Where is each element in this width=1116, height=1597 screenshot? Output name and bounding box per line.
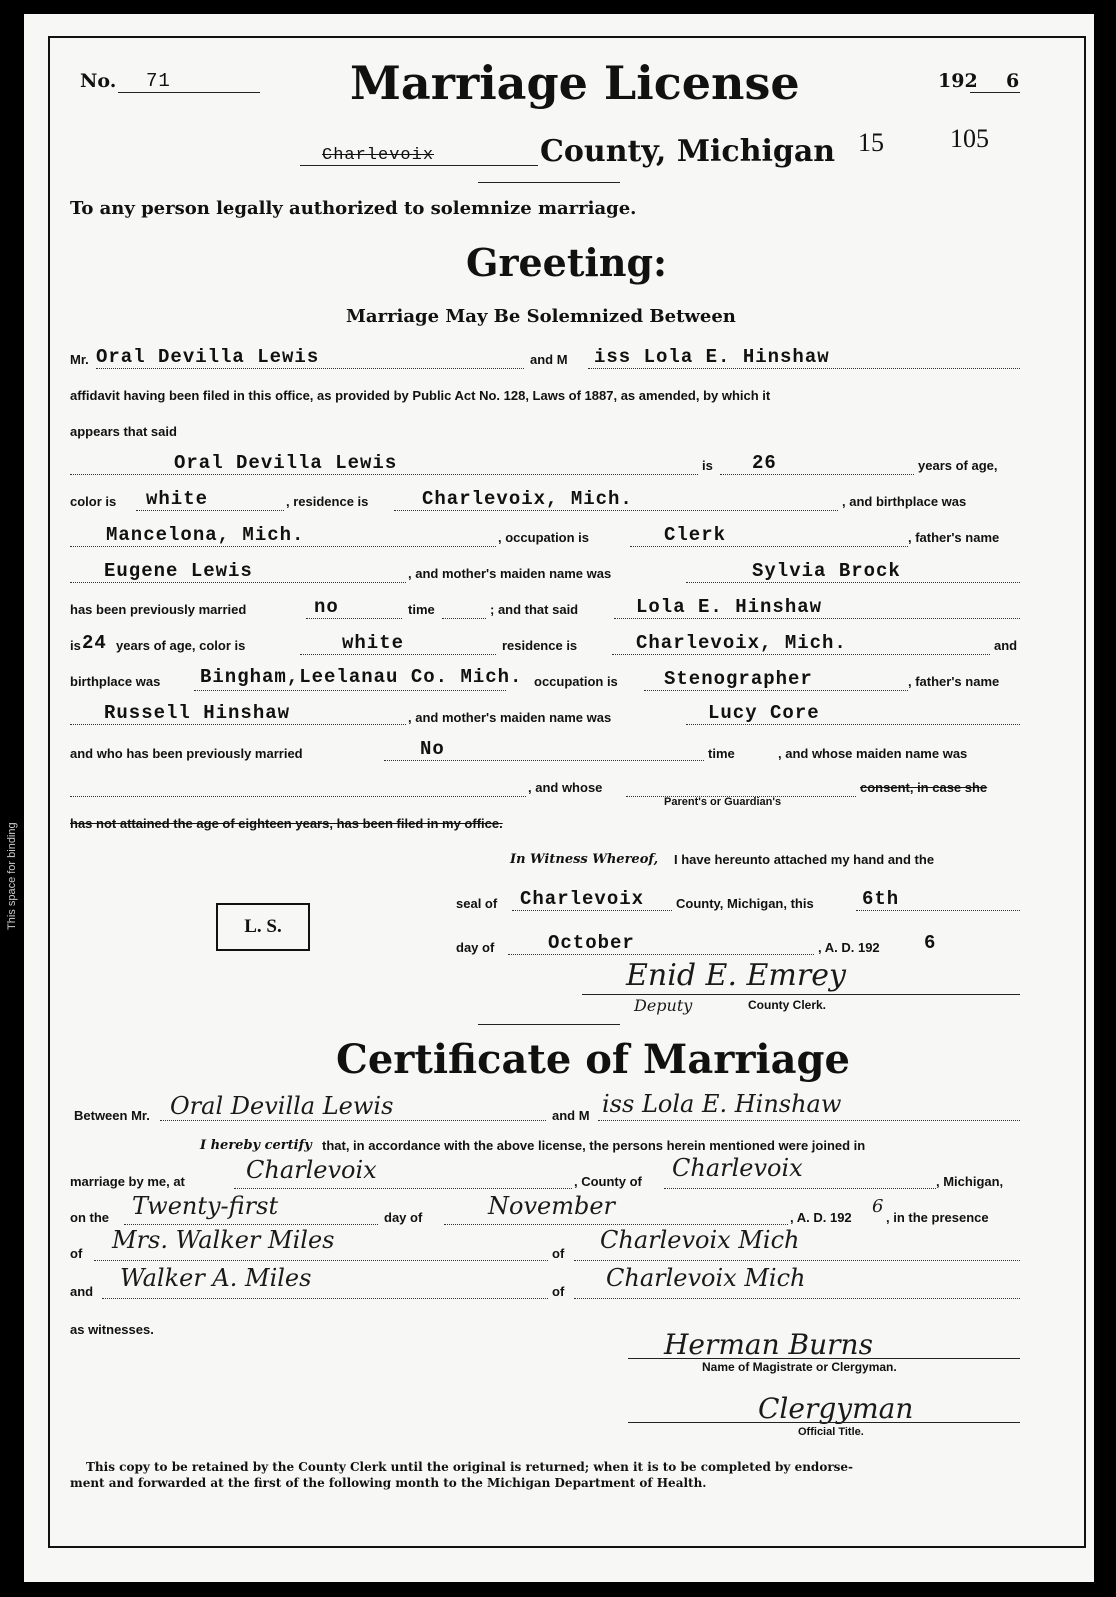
- bride-name-repeat: Lola E. Hinshaw: [636, 596, 823, 618]
- file-number-1: 15: [858, 128, 884, 157]
- whose-maiden-label: , and whose maiden name was: [778, 746, 968, 761]
- official-title-label: Official Title.: [798, 1426, 864, 1438]
- seal-county-line: [512, 910, 672, 911]
- ad-label-2: , A. D. 192: [790, 1210, 852, 1225]
- parents-guardians-label: Parent's or Guardian's: [664, 796, 782, 808]
- of-label-2: of: [552, 1246, 565, 1261]
- fathers-name-label-2: , father's name: [908, 674, 1000, 689]
- intro-line: To any person legally authorized to solemnize marriage.: [70, 198, 637, 219]
- county-name: Charlevoix: [322, 146, 435, 165]
- mr-label: Mr.: [70, 352, 89, 367]
- section-rule: [478, 1024, 620, 1025]
- marriage-county-line: [664, 1188, 936, 1189]
- officiant-label: Name of Magistrate or Clergyman.: [702, 1360, 897, 1374]
- bride-color: white: [342, 632, 405, 654]
- birthplace-was-label: birthplace was: [70, 674, 161, 689]
- birthplace-label: , and birthplace was: [842, 494, 967, 509]
- groom-repeat-line: [70, 474, 698, 475]
- affidavit-text: affidavit having been filed in this office, as provided by Public Act No. 128, Laws of 1887, as amended, by which it: [70, 388, 771, 403]
- residence-label-2: residence is: [502, 638, 578, 653]
- witness-2-place: Charlevoix Mich: [606, 1264, 806, 1292]
- license-title: Marriage License: [350, 56, 800, 110]
- groom-age: 26: [752, 452, 777, 474]
- and-m-label-2: and M: [552, 1108, 590, 1123]
- bride-age: 24: [82, 632, 107, 654]
- marriage-month-line: [444, 1224, 788, 1225]
- groom-prev-married: no: [314, 596, 339, 618]
- years-of-age: years of age,: [918, 458, 998, 473]
- marriage-year-digit: 6: [872, 1196, 884, 1217]
- bride-name-line: [588, 368, 1020, 369]
- witness-2-place-line: [574, 1298, 1020, 1299]
- consent-text: consent, in case she: [860, 780, 988, 795]
- marriage-place: Charlevoix: [246, 1156, 377, 1184]
- marriage-by-me-label: marriage by me, at: [70, 1174, 185, 1189]
- maiden-name-line: [70, 796, 526, 797]
- bride-father-line: [70, 724, 406, 725]
- seal-of-label: seal of: [456, 896, 498, 911]
- county-michigan-this-label: County, Michigan, this: [676, 896, 814, 911]
- witness-2-line: [102, 1298, 548, 1299]
- groom-name-line: [96, 368, 524, 369]
- appears-text: appears that said: [70, 424, 177, 439]
- michigan-label: , Michigan,: [936, 1174, 1004, 1189]
- groom-birthplace-line: [70, 546, 496, 547]
- fathers-name-label: , father's name: [908, 530, 1000, 545]
- official-title-handwritten: Clergyman: [758, 1392, 914, 1425]
- marriage-place-line: [234, 1188, 572, 1189]
- footer-note-line-1: This copy to be retained by the County Clerk until the original is returned; when it is to be completed by endorse-: [86, 1460, 854, 1474]
- groom-father-line: [70, 582, 406, 583]
- and-label: and: [994, 638, 1018, 653]
- year-prefix: 192: [938, 70, 978, 92]
- bride-father: Russell Hinshaw: [104, 702, 291, 724]
- greeting-heading: Greeting:: [466, 240, 668, 285]
- witness-2-name: Walker A. Miles: [120, 1264, 312, 1292]
- groom-father: Eugene Lewis: [104, 560, 253, 582]
- occupation-label-2: occupation is: [534, 674, 618, 689]
- is-label: is: [702, 458, 713, 473]
- year-line: [970, 92, 1020, 93]
- in-presence-label: , in the presence: [886, 1210, 989, 1225]
- deputy-handwritten: Deputy: [634, 996, 693, 1015]
- eighteen-years-text: has not attained the age of eighteen years, has been filed in my office.: [70, 816, 503, 831]
- mothers-maiden-label: , and mother's maiden name was: [408, 566, 612, 581]
- bride-residence: Charlevoix, Mich.: [636, 632, 847, 654]
- groom-age-line: [720, 474, 914, 475]
- bride-birthplace: Bingham,Leelanau Co. Mich.: [200, 666, 523, 688]
- time-label: time: [408, 602, 435, 617]
- marriage-day: Twenty-first: [132, 1192, 279, 1220]
- year-suffix: 6: [1006, 70, 1020, 92]
- certify-prefix: I hereby certify: [200, 1138, 312, 1153]
- clerk-signature-line: [582, 994, 1020, 995]
- mothers-maiden-label-2: , and mother's maiden name was: [408, 710, 612, 725]
- witness-1-name: Mrs. Walker Miles: [112, 1226, 335, 1254]
- groom-mother: Sylvia Brock: [752, 560, 901, 582]
- officiant-signature: Herman Burns: [664, 1328, 873, 1361]
- occupation-label: , occupation is: [498, 530, 590, 545]
- marriage-month: November: [488, 1192, 616, 1220]
- license-day: 6th: [862, 888, 900, 910]
- bride-mother: Lucy Core: [708, 702, 820, 724]
- of-label: of: [70, 1246, 83, 1261]
- county-of-label: , County of: [574, 1174, 642, 1189]
- bride-prev-line: [384, 760, 704, 761]
- groom-birthplace: Mancelona, Mich.: [106, 524, 305, 546]
- binding-margin-note: This space for binding: [6, 822, 18, 930]
- clerk-signature: Enid E. Emrey: [626, 958, 846, 993]
- groom-prev-line: [306, 618, 402, 619]
- groom-mother-line: [686, 582, 1020, 583]
- groom-occupation-line: [630, 546, 908, 547]
- years-color-label: years of age, color is: [116, 638, 246, 653]
- county-label: County, Michigan: [540, 134, 836, 169]
- witness-1-line: [94, 1260, 548, 1261]
- license-month: October: [548, 932, 635, 954]
- time-line: [442, 618, 486, 619]
- bride-residence-line: [612, 654, 990, 655]
- license-number: 71: [146, 70, 171, 92]
- county-line: [300, 165, 538, 166]
- seal-box: L. S.: [216, 903, 310, 951]
- witness-text: I have hereunto attached my hand and the: [674, 852, 935, 867]
- bride-occupation: Stenographer: [664, 668, 813, 690]
- license-number-label: No.: [80, 70, 117, 92]
- witness-1-place-line: [574, 1260, 1020, 1261]
- between-mr-label: Between Mr.: [74, 1108, 150, 1123]
- groom-name-repeat: Oral Devilla Lewis: [174, 452, 398, 474]
- color-is-label: color is: [70, 494, 117, 509]
- of-label-3: of: [552, 1284, 565, 1299]
- time-label-2: time: [708, 746, 735, 761]
- bride-prev-married: No: [420, 738, 445, 760]
- as-witnesses-label: as witnesses.: [70, 1322, 154, 1337]
- groom-hand-line: [160, 1120, 546, 1121]
- bride-handwritten: iss Lola E. Hinshaw: [602, 1090, 842, 1118]
- prev-married-label: has been previously married: [70, 602, 247, 617]
- bride-name: iss Lola E. Hinshaw: [594, 346, 830, 368]
- license-month-line: [508, 954, 814, 955]
- certify-text: that, in accordance with the above license, the persons herein mentioned were joined in: [322, 1138, 866, 1153]
- license-day-line: [856, 910, 1020, 911]
- bride-repeat-line: [614, 618, 1020, 619]
- bride-hand-line: [598, 1120, 1020, 1121]
- bride-occupation-line: [644, 690, 908, 691]
- seal-county: Charlevoix: [520, 888, 645, 910]
- witness-whereof-label: In Witness Whereof,: [510, 852, 659, 867]
- groom-residence-line: [394, 510, 838, 511]
- is-short-label: is: [70, 638, 81, 653]
- ad-label: , A. D. 192: [818, 940, 880, 955]
- header-rule: [478, 182, 620, 183]
- bride-birthplace-line: [194, 690, 506, 691]
- marriage-day-line: [124, 1224, 378, 1225]
- bride-mother-line: [686, 724, 1020, 725]
- and-m-label: and M: [530, 352, 568, 367]
- groom-handwritten: Oral Devilla Lewis: [170, 1092, 394, 1120]
- on-the-label: on the: [70, 1210, 109, 1225]
- who-prev-married-label: and who has been previously married: [70, 746, 303, 761]
- residence-label: , residence is: [286, 494, 369, 509]
- footer-note-line-2: ment and forwarded at the first of the following month to the Michigan Department of Health.: [70, 1476, 707, 1490]
- officiant-line: [628, 1358, 1020, 1359]
- groom-residence: Charlevoix, Mich.: [422, 488, 633, 510]
- and-that-said: ; and that said: [490, 602, 579, 617]
- license-year-digit: 6: [924, 932, 937, 954]
- county-clerk-label: County Clerk.: [748, 998, 827, 1012]
- day-of-label: day of: [456, 940, 495, 955]
- witness-1-place: Charlevoix Mich: [600, 1226, 800, 1254]
- license-number-line: [118, 92, 260, 93]
- and-label-2: and: [70, 1284, 94, 1299]
- marriage-county: Charlevoix: [672, 1154, 803, 1182]
- groom-color: white: [146, 488, 209, 510]
- day-of-label-2: day of: [384, 1210, 423, 1225]
- groom-occupation: Clerk: [664, 524, 727, 546]
- official-title-line: [628, 1422, 1020, 1423]
- solemnized-subheading: Marriage May Be Solemnized Between: [346, 306, 736, 327]
- bride-color-line: [300, 654, 496, 655]
- groom-name: Oral Devilla Lewis: [96, 346, 320, 368]
- certificate-title: Certificate of Marriage: [336, 1036, 850, 1083]
- groom-color-line: [136, 510, 284, 511]
- and-whose-label: , and whose: [528, 780, 603, 795]
- file-number-2: 105: [950, 124, 989, 153]
